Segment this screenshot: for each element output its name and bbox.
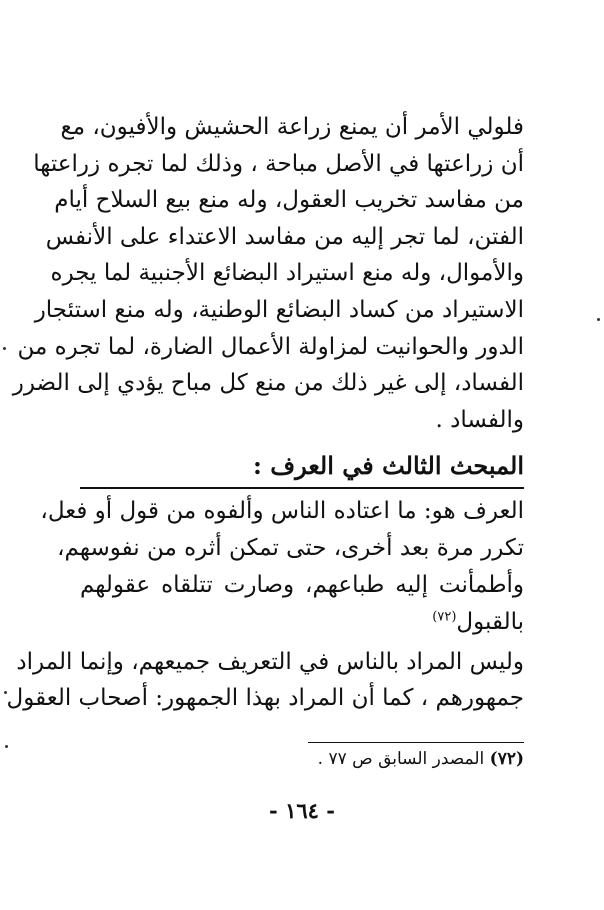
scan-speck (5, 745, 8, 748)
paragraph-3-line: جمهورهم ، كما أن المراد بهذا الجمهور: أصحاب العقول (6, 685, 524, 711)
paragraph-2-line: العرف هو: ما اعتاده الناس وألفوه من قول أو فعل، (40, 498, 524, 524)
footnote-text: المصدر السابق ص ٧٧ . (317, 749, 485, 769)
paragraph-2 (40, 493, 524, 641)
scan-speck (597, 318, 600, 321)
paragraph-3 (6, 644, 524, 716)
scan-speck (3, 347, 6, 350)
paragraph-2-last-line (80, 604, 524, 641)
paragraph-1-line: الاستيراد من كساد البضائع الوطنية، وله منع استئجار (34, 296, 524, 323)
paragraph-3-line: وليس المراد بالناس في التعريف جميعهم، وإنما المراد (16, 649, 524, 675)
paragraph-1-line: أن زراعتها في الأصل مباحة ، وذلك لما تجره زراعتها (33, 150, 524, 177)
paragraph-2-line: وأطمأنت إليه طباعهم، وصارت تتلقاه عقولهم (80, 572, 524, 598)
paragraph-1-line: الفساد، إلى غير ذلك من منع كل مباح يؤدي إلى الضرر (12, 370, 524, 397)
paragraph-1-line: فلولي الأمر أن يمنع زراعة الحشيش والأفيون، مع (60, 114, 524, 140)
scan-speck (4, 691, 7, 694)
paragraph-1-line: والأموال، وله منع استيراد البضائع الأجنبية لما يجره (50, 260, 524, 287)
heading-underline (80, 487, 524, 489)
paragraph-2-line: بالقبول (456, 609, 524, 635)
paragraph-1-line: من مفاسد تخريب العقول، وله منع بيع السلاح أيام (54, 187, 524, 214)
page-number: - ١٦٤ - (269, 798, 335, 823)
section-heading: المبحث الثالث في العرف : (252, 451, 524, 480)
paragraph-1-line: الدور والحوانيت لمزاولة الأعمال الضارة، لما تجره من (17, 333, 524, 360)
footnote-number: (٧٢) (489, 749, 524, 769)
paragraph-1 (12, 109, 524, 438)
footnote (200, 745, 524, 773)
paragraph-1-line: والفساد . (435, 406, 524, 433)
footnote-reference[interactable]: (٧٢) (432, 609, 457, 625)
paragraph-2-line: تكرر مرة بعد أخرى، حتى تمكن أثره من نفوسهم، (57, 535, 524, 561)
footnote-separator (308, 742, 524, 743)
paragraph-1-line: الفتن، لما تجر إليه من مفاسد الاعتداء على الأنفس (45, 223, 524, 250)
